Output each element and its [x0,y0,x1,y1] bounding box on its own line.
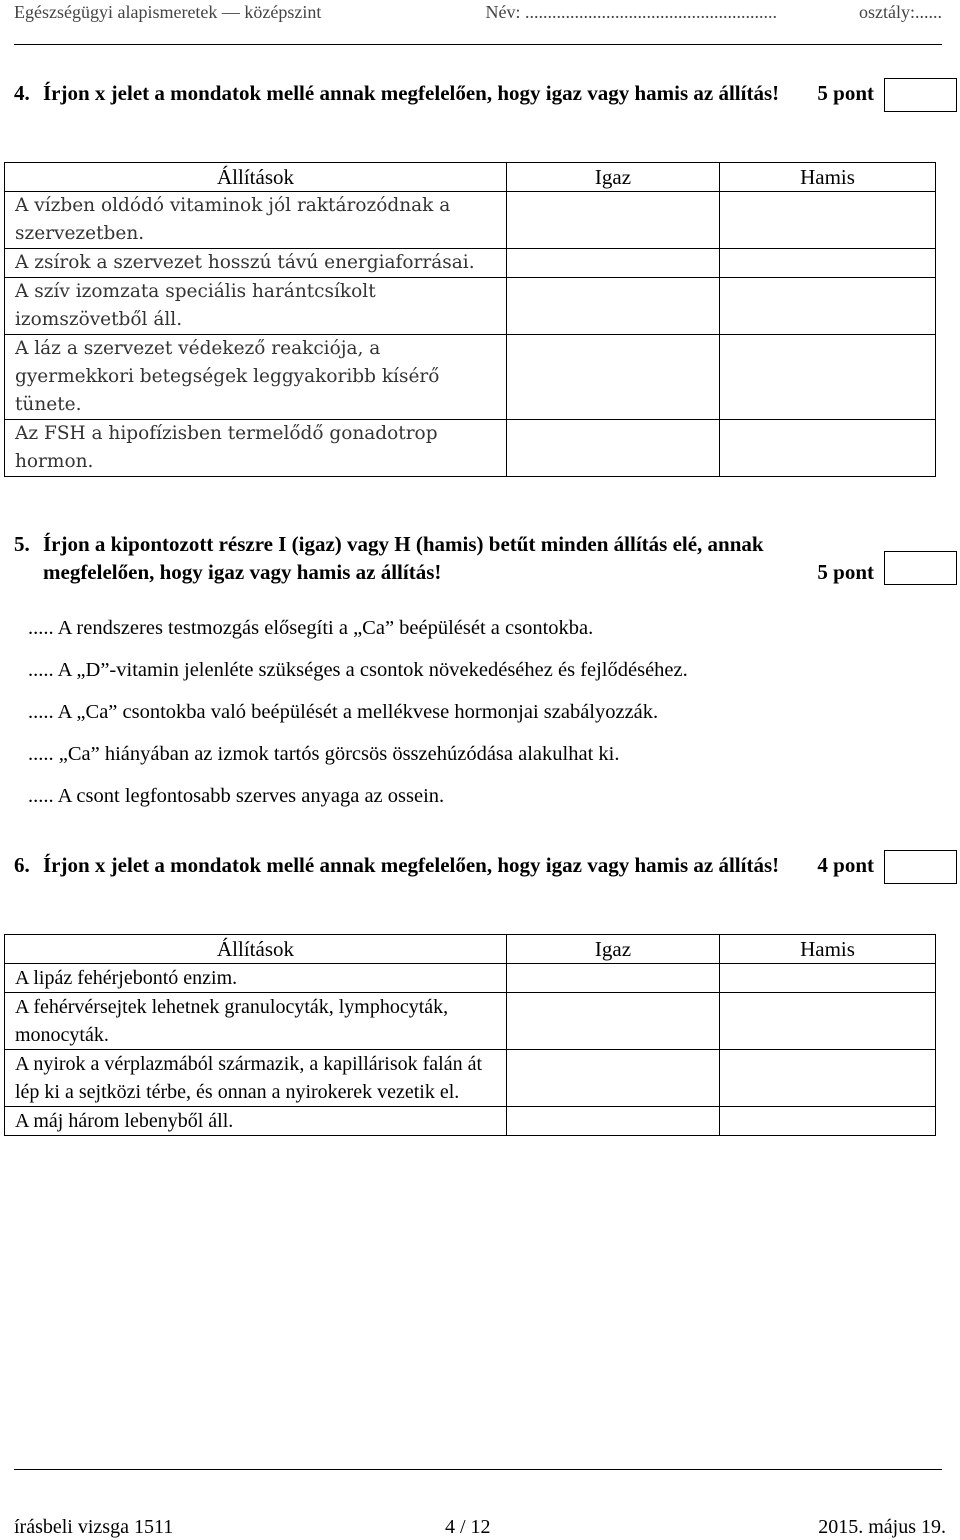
column-header-false: Hamis [720,163,936,192]
footer-exam: írásbeli vizsga 1511 [14,1516,174,1538]
table-row [5,249,936,278]
statement-cell: A vízben oldódó vitaminok jól raktározódnak a szervezetben. [5,192,507,249]
true-answer-cell[interactable] [507,1050,720,1107]
false-answer-cell[interactable] [720,1050,936,1107]
column-header-true: Igaz [507,935,720,964]
false-answer-cell[interactable] [720,420,936,477]
table-row [5,993,936,1050]
column-header-statements: Állítások [5,163,507,192]
footer-rule [14,1469,942,1470]
table-header-row [5,935,936,964]
task-5-sentence: ..... A rendszeres testmozgás elősegíti a „Ca” beépülését a csontokba. [28,617,594,639]
statement-cell: A nyirok a vérplazmából származik, a kapillárisok falán át lép ki a sejtközi térbe, és onnan a nyirokerek vezetik el. [5,1050,507,1107]
task-4-instruction [14,79,874,135]
table-row [5,278,936,335]
table-row [5,420,936,477]
table-row [5,1107,936,1136]
false-answer-cell[interactable] [720,993,936,1050]
task-4-points: 5 pont [817,81,874,105]
task-5-number: 5. [14,532,30,556]
task-4-table [4,162,936,477]
statement-cell: A zsírok a szervezet hosszú távú energiaforrásai. [5,249,507,278]
task-5-score-box[interactable] [884,551,957,585]
false-answer-cell[interactable] [720,1107,936,1136]
statement-cell: A fehérvérsejtek lehetnek granulocyták, lymphocyták, monocyták. [5,993,507,1050]
statement-cell: A lipáz fehérjebontó enzim. [5,964,507,993]
false-answer-cell[interactable] [720,335,936,420]
task-6-instruction [14,851,874,907]
task-5-points: 5 pont [817,560,874,584]
task-6-score-box[interactable] [884,850,957,884]
false-answer-cell[interactable] [720,192,936,249]
task-6-points: 4 pont [817,853,874,877]
task-5-text: Írjon a kipontozott részre I (igaz) vagy H (hamis) betűt minden állítás elé, annak megfelelően, hogy igaz vagy hamis az állítás! [43,532,764,584]
true-answer-cell[interactable] [507,249,720,278]
false-answer-cell[interactable] [720,278,936,335]
footer-date: 2015. május 19. [818,1516,946,1538]
task-5-sentence: ..... „Ca” hiányában az izmok tartós görcsös összehúzódása alakulhat ki. [28,743,620,765]
statement-cell: A láz a szervezet védekező reakciója, a gyermekkori betegségek leggyakoribb kísérő tünete. [5,335,507,420]
true-answer-cell[interactable] [507,1107,720,1136]
true-answer-cell[interactable] [507,993,720,1050]
header-rule [14,44,942,45]
statement-cell: Az FSH a hipofízisben termelődő gonadotrop hormon. [5,420,507,477]
true-answer-cell[interactable] [507,335,720,420]
true-answer-cell[interactable] [507,964,720,993]
task-4-text: Írjon x jelet a mondatok mellé annak megfelelően, hogy igaz vagy hamis az állítás! [43,81,780,105]
true-answer-cell[interactable] [507,278,720,335]
table-row [5,1050,936,1107]
task-5-sentence: ..... A „D”-vitamin jelenléte szükséges a csontok növekedéséhez és fejlődéséhez. [28,659,688,681]
header-name-field: Név: ........................................................ [485,1,777,22]
task-5-sentence: ..... A csont legfontosabb szerves anyaga az ossein. [28,785,445,807]
page-header [14,0,942,24]
header-class-field: osztály:...... [859,1,942,22]
task-4-number: 4. [14,81,30,105]
table-row [5,335,936,420]
column-header-false: Hamis [720,935,936,964]
true-answer-cell[interactable] [507,192,720,249]
task-6-number: 6. [14,853,30,877]
table-row [5,964,936,993]
true-answer-cell[interactable] [507,420,720,477]
task-5-sentence: ..... A „Ca” csontokba való beépülését a mellékvese hormonjai szabályozzák. [28,701,659,723]
task-5-instruction [14,530,874,586]
task-4-score-box[interactable] [884,78,957,112]
task-6-table [4,934,936,1136]
false-answer-cell[interactable] [720,964,936,993]
column-header-true: Igaz [507,163,720,192]
column-header-statements: Állítások [5,935,507,964]
table-row [5,192,936,249]
table-header-row [5,163,936,192]
footer-page-number: 4 / 12 [445,1516,491,1538]
statement-cell: A szív izomzata speciális harántcsíkolt izomszövetből áll. [5,278,507,335]
statement-cell: A máj három lebenyből áll. [5,1107,507,1136]
header-subject: Egészségügyi alapismeretek — középszint [14,1,322,22]
task-6-text: Írjon x jelet a mondatok mellé annak megfelelően, hogy igaz vagy hamis az állítás! [43,853,780,877]
false-answer-cell[interactable] [720,249,936,278]
